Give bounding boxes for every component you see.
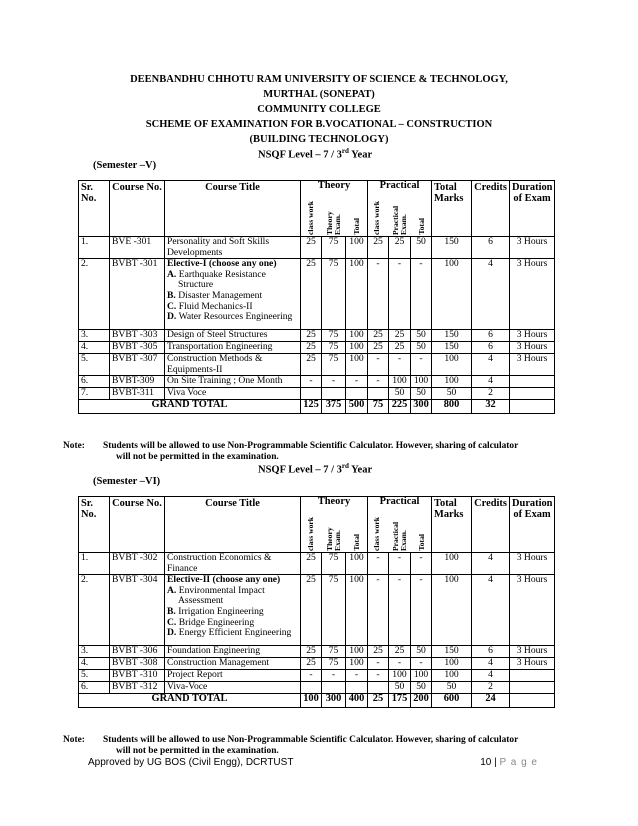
cell-dur: 3 Hours [510,646,555,658]
col-theory-group [301,181,368,237]
option-letter: A. [167,584,177,596]
theory-header: Theory [317,496,351,507]
elective-option [167,628,298,639]
grand-total-pex: 225 [389,400,411,414]
col-total-marks-header: Total Marks [432,497,472,553]
cell-tcw: 25 [301,658,322,670]
cell-dur: 3 Hours [510,237,555,259]
cell-tcw [301,682,322,694]
cell-dur: 3 Hours [510,342,555,354]
option-letter: B. [167,605,176,617]
cell-ttot: 100 [346,575,368,646]
practical-total-header: Total [416,218,426,235]
cell-tex [322,682,346,694]
table-row [79,682,555,694]
cell-tex [322,388,346,400]
grand-total-ptot: 300 [411,400,432,414]
grand-total-row [79,400,555,414]
cell-course-title: Project Report [165,670,301,682]
cell-dur: 3 Hours [510,658,555,670]
cell-sr: 5. [79,354,110,376]
table-row [79,670,555,682]
col-duration-header: Duration of Exam [510,181,555,237]
grand-total-label: GRAND TOTAL [79,400,301,414]
university-name: DEENBANDHU CHHOTU RAM UNIVERSITY OF SCIENCE & TECHNOLOGY, [130,74,508,85]
elective-option [167,312,298,323]
cell-marks: 150 [432,330,472,342]
cell-marks: 100 [432,670,472,682]
cell-credits: 4 [472,553,510,575]
theory-exam-header: Theory Exam. [324,211,342,235]
cell-pex: 100 [389,376,411,388]
cell-course-no: BVBT -308 [110,658,165,670]
col-practical-group [368,181,432,237]
table-row [79,553,555,575]
cell-ptot: 50 [411,237,432,259]
cell-course-title: Construction Economics & Finance [165,553,301,575]
option-text: Disaster Management [178,289,263,301]
cell-pcw: - [368,575,389,646]
cell-pcw: - [368,259,389,330]
grand-total-ttot: 400 [346,694,368,708]
practical-exam-header: Practical Exam. [390,521,408,551]
note-text-line2: will not be permitted in the examination. [116,746,279,756]
note-label: Note: [63,735,85,745]
col-duration-header: Duration of Exam [510,497,555,553]
cell-tex: 75 [322,330,346,342]
elective-heading: Elective-II (choose any one) [167,574,281,586]
cell-tcw: 25 [301,553,322,575]
cell-ptot: 50 [411,342,432,354]
table-row [79,575,555,646]
cell-pex: 100 [389,670,411,682]
cell-course-title: On Site Training ; One Month [165,376,301,388]
cell-credits: 6 [472,646,510,658]
cell-pcw [368,388,389,400]
grand-total-credits: 32 [472,400,510,414]
cell-course-title: Viva Voce [165,388,301,400]
cell-course-no: BVBT -306 [110,646,165,658]
col-credits-header: Credits [472,181,510,237]
cell-tcw: 25 [301,342,322,354]
cell-ptot: 100 [411,670,432,682]
cell-course-no: BVBT -310 [110,670,165,682]
cell-tcw: - [301,670,322,682]
practical-class-work-header: class work [372,201,382,235]
cell-ttot: - [346,376,368,388]
grand-total-tcw: 125 [301,400,322,414]
cell-ttot: 100 [346,342,368,354]
cell-credits: 6 [472,330,510,342]
practical-class-work-header: class work [372,517,382,551]
cell-ptot: - [411,259,432,330]
cell-pcw: 25 [368,342,389,354]
cell-tcw: 25 [301,259,322,330]
cell-ttot: 100 [346,330,368,342]
cell-course-no: BVBT -305 [110,342,165,354]
theory-header: Theory [317,180,351,191]
cell-dur [510,670,555,682]
cell-dur [510,376,555,388]
col-course-title-header: Course Title [165,181,301,237]
scheme-subtitle: (BUILDING TECHNOLOGY) [249,134,389,145]
cell-course-no: BVBT -301 [110,259,165,330]
cell-ttot: 100 [346,646,368,658]
nsqf-level-sem5: NSQF Level – 7 / 3rd Year [258,147,373,161]
cell-marks: 50 [432,388,472,400]
cell-ptot: - [411,575,432,646]
cell-tex: 75 [322,237,346,259]
grand-total-label: GRAND TOTAL [79,694,301,708]
cell-ttot: 100 [346,553,368,575]
cell-course-no: BVBT -304 [110,575,165,646]
option-text: Energy Efficient Engineering [178,627,292,639]
cell-sr: 4. [79,658,110,670]
cell-tex: 75 [322,259,346,330]
grand-total-row [79,694,555,708]
grand-total-marks: 600 [432,694,472,708]
note-text-line2: will not be permitted in the examination. [116,452,279,462]
table-row [79,388,555,400]
cell-dur [510,388,555,400]
cell-marks: 100 [432,259,472,330]
grand-total-pex: 175 [389,694,411,708]
cell-credits: 4 [472,354,510,376]
practical-header: Practical [379,496,420,507]
scheme-table-sem5 [78,180,555,414]
page-footer [88,757,538,768]
option-text: Fluid Mechanics-II [178,300,253,312]
col-practical-group [368,497,432,553]
cell-sr: 2. [79,259,110,330]
cell-pex: 25 [389,342,411,354]
practical-header: Practical [379,180,420,191]
grand-total-ttot: 500 [346,400,368,414]
option-letter: C. [167,300,177,312]
cell-tex: 75 [322,575,346,646]
college-name: COMMUNITY COLLEGE [257,104,381,115]
grand-total-credits: 24 [472,694,510,708]
theory-class-work-header: class work [305,517,315,551]
option-text: Assessment [178,595,224,607]
cell-pex: - [389,658,411,670]
table-header-row [79,497,555,553]
cell-ttot [346,388,368,400]
university-location: MURTHAL (SONEPAT) [263,89,375,100]
grand-total-tex: 375 [322,400,346,414]
cell-dur: 3 Hours [510,553,555,575]
cell-ttot: 100 [346,237,368,259]
cell-pex: 25 [389,237,411,259]
semester-vi-label: (Semester –VI) [93,476,161,487]
cell-sr: 1. [79,237,110,259]
cell-pcw: 25 [368,646,389,658]
cell-marks: 150 [432,646,472,658]
cell-sr: 6. [79,376,110,388]
cell-tex: 75 [322,553,346,575]
cell-ptot: 100 [411,376,432,388]
theory-class-work-header: class work [305,201,315,235]
cell-pex: 50 [389,388,411,400]
note-text-line1: Students will be allowed to use Non-Programmable Scientific Calculator. However, sharing of calculator [103,735,519,745]
cell-ttot: 100 [346,658,368,670]
option-letter: D. [167,311,177,323]
scheme-title: SCHEME OF EXAMINATION FOR B.VOCATIONAL – CONSTRUCTION [145,119,493,130]
option-text: Structure [178,279,214,291]
cell-sr: 4. [79,342,110,354]
grand-total-dur [510,400,555,414]
cell-pcw [368,682,389,694]
cell-pcw: - [368,670,389,682]
cell-sr: 1. [79,553,110,575]
cell-tex: 75 [322,646,346,658]
cell-marks: 150 [432,237,472,259]
col-course-no-header: Course No. [110,497,165,553]
cell-marks: 100 [432,354,472,376]
cell-pcw: - [368,658,389,670]
cell-pcw: 25 [368,330,389,342]
col-sr-header: Sr. No. [79,497,110,553]
semester-v-label: (Semester –V) [93,160,157,171]
option-text: Irrigation Engineering [178,605,264,617]
cell-sr: 3. [79,330,110,342]
option-text: Earthquake Resistance [178,268,266,280]
cell-marks: 150 [432,342,472,354]
cell-course-title [165,575,301,646]
cell-course-title: Construction Methods & Equipments-II [165,354,301,376]
table-row [79,237,555,259]
grand-total-tcw: 100 [301,694,322,708]
footer-approval: Approved by UG BOS (Civil Engg), DCRTUST [88,757,294,768]
cell-ptot: - [411,354,432,376]
cell-course-title [165,259,301,330]
note-text-line1: Students will be allowed to use Non-Programmable Scientific Calculator. However, sharing of calculator [103,441,519,451]
table-row [79,330,555,342]
cell-course-title: Transportation Engineering [165,342,301,354]
cell-pcw: - [368,354,389,376]
cell-pcw: - [368,376,389,388]
option-letter: C. [167,616,177,628]
cell-sr: 6. [79,682,110,694]
option-letter: B. [167,289,176,301]
cell-tcw: 25 [301,330,322,342]
col-theory-group [301,497,368,553]
nsqf-level-sem6: NSQF Level – 7 / 3rd Year [258,462,373,476]
cell-pex: - [389,259,411,330]
grand-total-ptot: 200 [411,694,432,708]
col-total-marks-header: Total Marks [432,181,472,237]
col-course-title-header: Course Title [165,497,301,553]
cell-marks: 100 [432,658,472,670]
cell-pex: - [389,553,411,575]
cell-course-no: BVE -301 [110,237,165,259]
cell-tcw: 25 [301,354,322,376]
cell-sr: 7. [79,388,110,400]
option-text: Water Resources Engineering [178,311,293,323]
table-row [79,376,555,388]
cell-pex: 25 [389,646,411,658]
cell-marks: 50 [432,682,472,694]
cell-dur: 3 Hours [510,330,555,342]
cell-credits: 4 [472,376,510,388]
cell-course-no: BVBT -307 [110,354,165,376]
cell-ptot: 50 [411,330,432,342]
cell-marks: 100 [432,376,472,388]
option-text: Environmental Impact [178,584,265,596]
cell-course-title: Personality and Soft Skills Developments [165,237,301,259]
grand-total-tex: 300 [322,694,346,708]
col-sr-header: Sr. No. [79,181,110,237]
cell-tcw: - [301,376,322,388]
cell-tcw [301,388,322,400]
cell-ptot: - [411,658,432,670]
cell-tex: - [322,670,346,682]
cell-pex: 25 [389,330,411,342]
practical-exam-header: Practical Exam. [390,205,408,235]
grand-total-dur [510,694,555,708]
grand-total-pcw: 75 [368,400,389,414]
cell-ptot: - [411,553,432,575]
cell-sr: 2. [79,575,110,646]
grand-total-marks: 800 [432,400,472,414]
cell-dur: 3 Hours [510,575,555,646]
table-row [79,646,555,658]
cell-credits: 6 [472,237,510,259]
col-credits-header: Credits [472,497,510,553]
cell-course-title: Viva-Voce [165,682,301,694]
cell-ptot: 50 [411,682,432,694]
note-label: Note: [63,441,85,451]
cell-ptot: 50 [411,388,432,400]
cell-dur: 3 Hours [510,354,555,376]
cell-course-no: BVBT -303 [110,330,165,342]
cell-course-no: BVBT-311 [110,388,165,400]
table-row [79,259,555,330]
cell-marks: 100 [432,575,472,646]
cell-pex: 50 [389,682,411,694]
cell-dur: 3 Hours [510,259,555,330]
cell-credits: 4 [472,259,510,330]
cell-course-title: Foundation Engineering [165,646,301,658]
cell-pex: - [389,354,411,376]
cell-tex: 75 [322,342,346,354]
cell-ttot: 100 [346,354,368,376]
cell-marks: 100 [432,553,472,575]
cell-pex: - [389,575,411,646]
page-number: 10 | P a g e [480,757,538,768]
table-row [79,658,555,670]
cell-ttot: 100 [346,259,368,330]
scheme-table-sem6 [78,496,555,708]
cell-pcw: - [368,553,389,575]
cell-tex: 75 [322,658,346,670]
cell-tcw: 25 [301,575,322,646]
cell-credits: 6 [472,342,510,354]
elective-heading: Elective-I (choose any one) [167,258,277,270]
cell-credits: 2 [472,388,510,400]
table-row [79,354,555,376]
cell-credits: 4 [472,670,510,682]
cell-tex: 75 [322,354,346,376]
theory-total-header: Total [352,218,362,235]
option-text: Bridge Engineering [178,616,255,628]
cell-course-title: Design of Steel Structures [165,330,301,342]
cell-dur [510,682,555,694]
cell-course-title: Construction Management [165,658,301,670]
cell-course-no: BVBT -312 [110,682,165,694]
option-letter: D. [167,627,177,639]
cell-credits: 4 [472,575,510,646]
table-header-row [79,181,555,237]
cell-credits: 2 [472,682,510,694]
cell-sr: 3. [79,646,110,658]
cell-course-no: BVBT-309 [110,376,165,388]
col-course-no-header: Course No. [110,181,165,237]
cell-credits: 4 [472,658,510,670]
option-letter: A. [167,268,177,280]
table-row [79,342,555,354]
cell-tcw: 25 [301,646,322,658]
theory-total-header: Total [352,534,362,551]
theory-exam-header: Theory Exam. [324,527,342,551]
cell-tex: - [322,376,346,388]
grand-total-pcw: 25 [368,694,389,708]
cell-pcw: 25 [368,237,389,259]
cell-ptot: 50 [411,646,432,658]
cell-ttot: - [346,670,368,682]
practical-total-header: Total [416,534,426,551]
cell-tcw: 25 [301,237,322,259]
cell-ttot [346,682,368,694]
cell-sr: 5. [79,670,110,682]
cell-course-no: BVBT -302 [110,553,165,575]
